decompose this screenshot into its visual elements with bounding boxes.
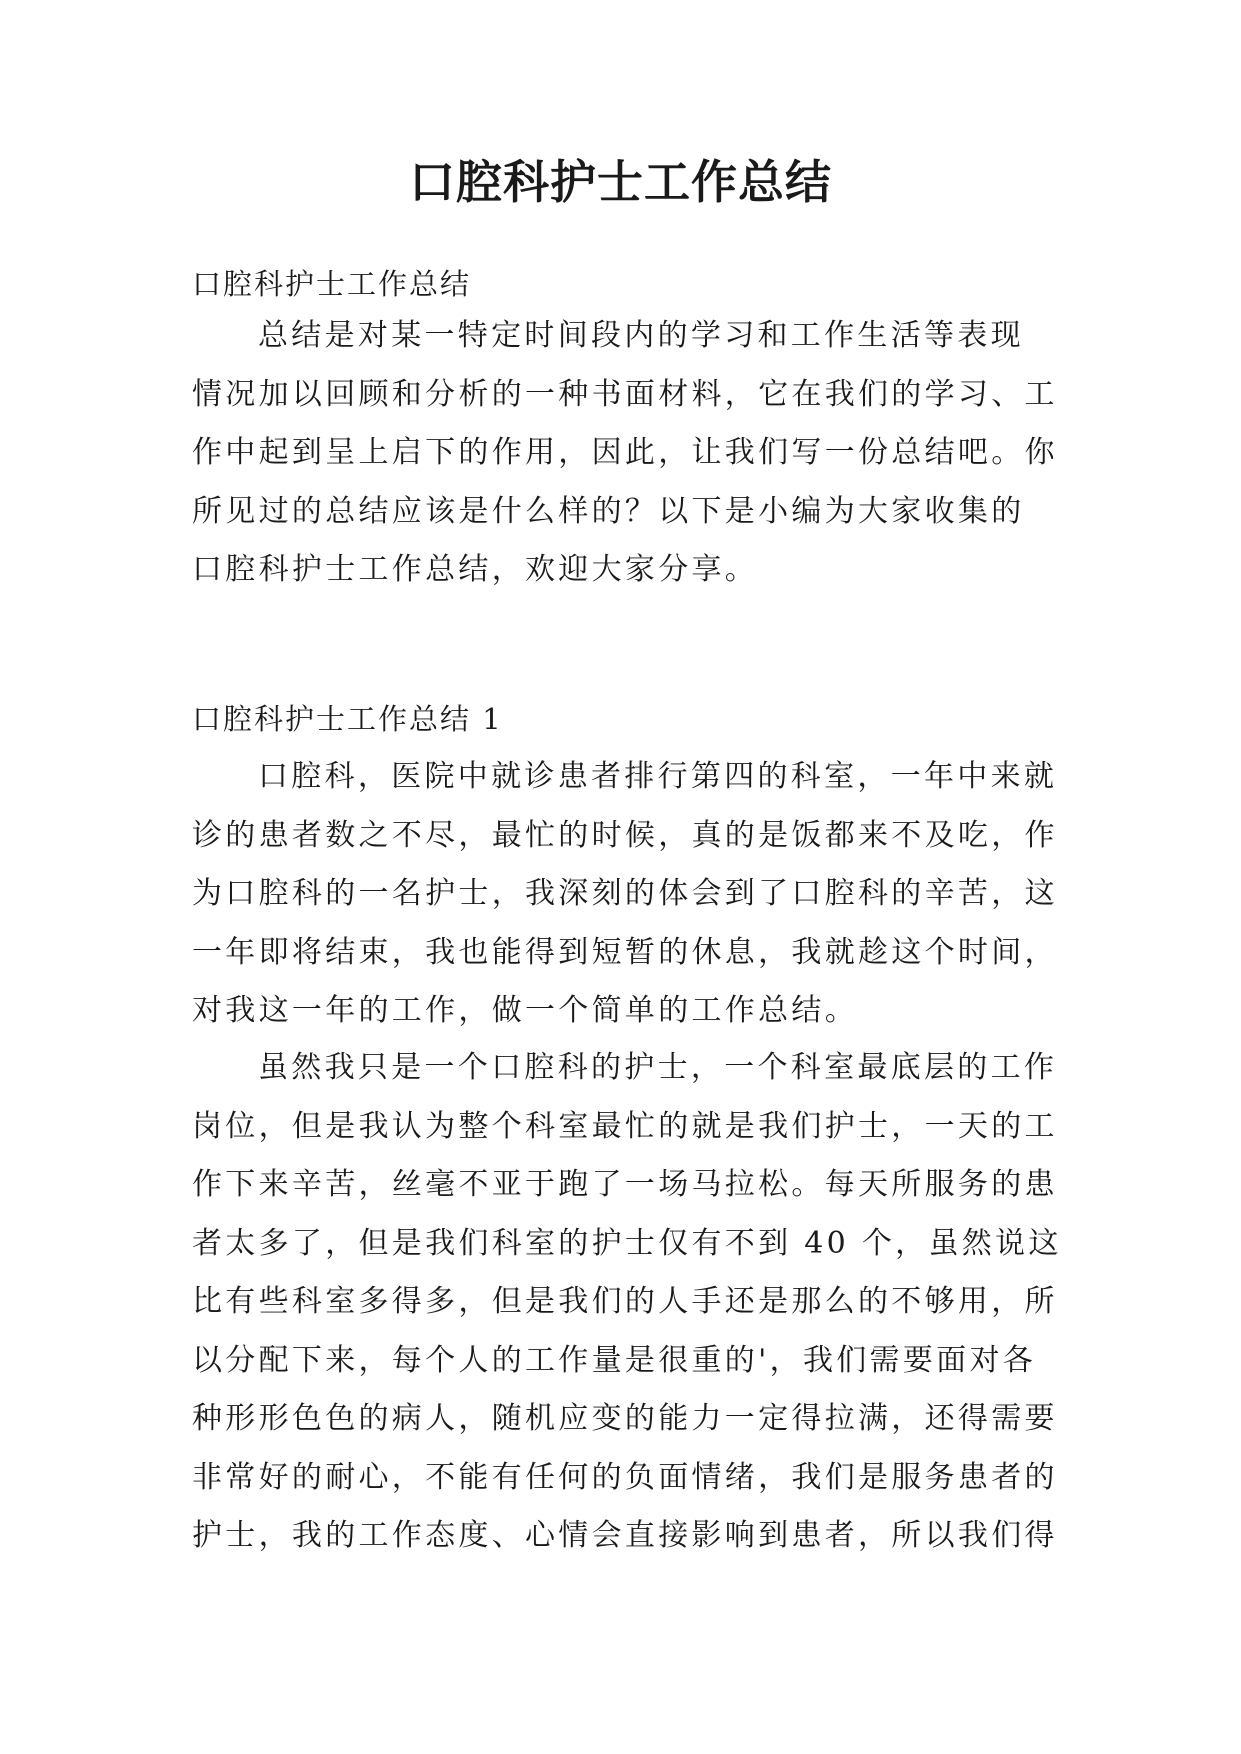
section-1-paragraph-2 <box>192 1048 1092 1575</box>
paragraph-line: 一年即将结束，我也能得到短暂的休息，我就趁这个时间， <box>192 934 1058 970</box>
paragraph-line: 诊的患者数之不尽，最忙的时候，真的是饭都来不及吃，作 <box>192 817 1058 853</box>
paragraph-line: 者太多了，但是我们科室的护士仅有不到 40 个，虽然说这 <box>192 1225 1062 1261</box>
paragraph-line: 为口腔科的一名护士，我深刻的体会到了口腔科的辛苦，这 <box>192 876 1058 911</box>
paragraph-line: 虽然我只是一个口腔科的护士，一个科室最底层的工作 <box>258 1050 1058 1085</box>
paragraph-line: 护士，我的工作态度、心情会直接影响到患者，所以我们得 <box>192 1518 1058 1553</box>
paragraph-line: 岗位，但是我认为整个科室最忙的就是我们护士，一天的工 <box>192 1108 1058 1144</box>
paragraph-line: 种形形色色的病人，随机应变的能力一定得拉满，还得需要 <box>192 1401 1058 1436</box>
paragraph-line: 所见过的总结应该是什么样的？以下是小编为大家收集的 <box>192 493 1025 529</box>
paragraph-line: 以分配下来，每个人的工作量是很重的'，我们需要面对各 <box>192 1342 1037 1378</box>
paragraph-line: 比有些科室多得多，但是我们的人手还是那么的不够用，所 <box>192 1284 1058 1319</box>
intro-heading: 口腔科护士工作总结 <box>192 267 472 301</box>
paragraph-line: 非常好的耐心，不能有任何的负面情绪，我们是服务患者的 <box>192 1459 1058 1495</box>
section-1-heading: 口腔科护士工作总结 1 <box>192 702 503 736</box>
section-1-paragraph-1 <box>192 757 1092 1050</box>
paragraph-line: 作下来辛苦，丝毫不亚于跑了一场马拉松。每天所服务的患 <box>192 1167 1058 1202</box>
paragraph-line: 对我这一年的工作，做一个简单的工作总结。 <box>192 993 858 1028</box>
paragraph-line: 作中起到呈上启下的作用，因此，让我们写一份总结吧。你 <box>192 435 1058 470</box>
paragraph-line: 口腔科护士工作总结，欢迎大家分享。 <box>192 552 759 587</box>
paragraph-line: 口腔科，医院中就诊患者排行第四的科室，一年中来就 <box>258 759 1058 794</box>
paragraph-line: 情况加以回顾和分析的一种书面材料，它在我们的学习、工 <box>192 376 1058 412</box>
intro-paragraph <box>192 316 1092 609</box>
paragraph-line: 总结是对某一特定时间段内的学习和工作生活等表现 <box>258 318 1024 353</box>
document-title: 口腔科护士工作总结 <box>409 155 832 209</box>
